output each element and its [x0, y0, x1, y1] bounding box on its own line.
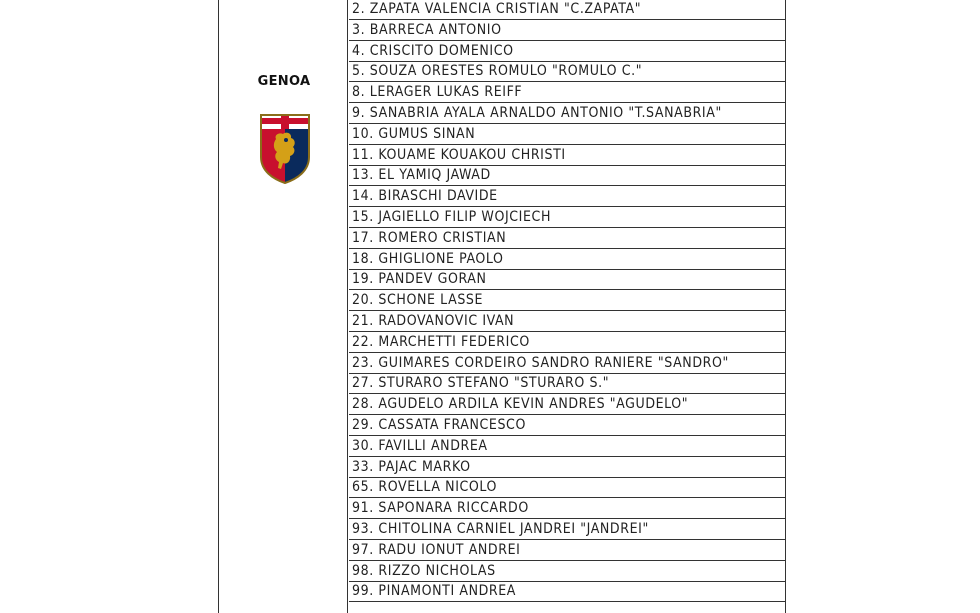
team-name: GENOA — [257, 74, 311, 89]
player-row: 65. ROVELLA NICOLO — [349, 477, 786, 498]
player-row: 2. ZAPATA VALENCIA CRISTIAN "C.ZAPATA" — [349, 0, 786, 20]
player-row: 23. GUIMARES CORDEIRO SANDRO RANIERE "SANDRO" — [349, 353, 786, 374]
player-row: 8. LERAGER LUKAS REIFF — [349, 82, 786, 103]
player-row: 29. CASSATA FRANCESCO — [349, 415, 786, 436]
player-row: 20. SCHONE LASSE — [349, 290, 786, 311]
player-row: 10. GUMUS SINAN — [349, 124, 786, 145]
player-row: 14. BIRASCHI DAVIDE — [349, 186, 786, 207]
player-row: 91. SAPONARA RICCARDO — [349, 498, 786, 519]
player-row: 17. ROMERO CRISTIAN — [349, 228, 786, 249]
player-row: 27. STURARO STEFANO "STURARO S." — [349, 373, 786, 394]
player-row: 98. RIZZO NICHOLAS — [349, 561, 786, 582]
player-row: 30. FAVILLI ANDREA — [349, 436, 786, 457]
squad-list-sheet — [218, 0, 788, 613]
player-row: 5. SOUZA ORESTES ROMULO "ROMULO C." — [349, 61, 786, 82]
player-row: 9. SANABRIA AYALA ARNALDO ANTONIO "T.SANABRIA" — [349, 103, 786, 124]
player-row: 11. KOUAME KOUAKOU CHRISTI — [349, 145, 786, 166]
player-row: 3. BARRECA ANTONIO — [349, 20, 786, 41]
player-row: 99. PINAMONTI ANDREA — [349, 581, 786, 602]
player-row: 19. PANDEV GORAN — [349, 269, 786, 290]
genoa-crest-icon — [259, 113, 311, 185]
player-row: 97. RADU IONUT ANDREI — [349, 540, 786, 561]
player-row: 18. GHIGLIONE PAOLO — [349, 249, 786, 270]
player-row: 93. CHITOLINA CARNIEL JANDREI "JANDREI" — [349, 519, 786, 540]
player-row: 33. PAJAC MARKO — [349, 457, 786, 478]
player-row: 21. RADOVANOVIC IVAN — [349, 311, 786, 332]
player-row: 4. CRISCITO DOMENICO — [349, 41, 786, 62]
player-row: 22. MARCHETTI FEDERICO — [349, 332, 786, 353]
player-row: 13. EL YAMIQ JAWAD — [349, 165, 786, 186]
player-row: 28. AGUDELO ARDILA KEVIN ANDRES "AGUDELO" — [349, 394, 786, 415]
player-row: 15. JAGIELLO FILIP WOJCIECH — [349, 207, 786, 228]
team-cell — [218, 0, 348, 613]
player-list — [349, 0, 786, 613]
